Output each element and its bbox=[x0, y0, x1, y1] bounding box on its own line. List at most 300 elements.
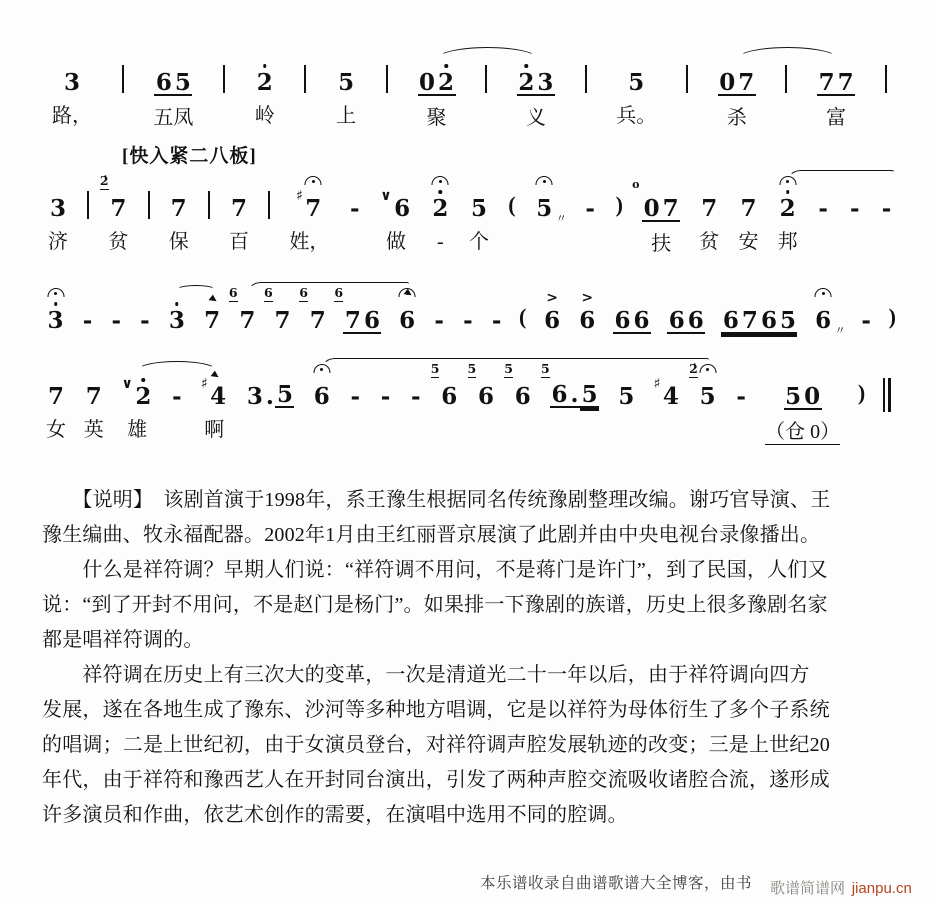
note-digit: . bbox=[265, 383, 274, 410]
note-digit: 7 bbox=[344, 307, 361, 334]
barline-mark bbox=[485, 65, 487, 93]
grace-note: 5 bbox=[430, 361, 440, 376]
lyric: 五凤 bbox=[153, 107, 194, 129]
note-digit: - bbox=[585, 195, 595, 222]
paren-glyph: ) bbox=[857, 380, 866, 405]
note-group bbox=[337, 64, 356, 94]
octave-dot bbox=[439, 190, 443, 194]
note-cell bbox=[535, 190, 565, 254]
note-group bbox=[718, 64, 756, 96]
note-digit: 7 bbox=[738, 69, 755, 96]
barline bbox=[208, 190, 210, 219]
note-digit: - bbox=[850, 195, 860, 222]
note-digit: - bbox=[818, 195, 828, 222]
note-group bbox=[167, 302, 186, 332]
note-group bbox=[171, 378, 184, 408]
note-digit: 3 bbox=[167, 309, 186, 332]
note-cell bbox=[778, 190, 798, 254]
final-barline bbox=[883, 378, 891, 412]
note-digit: 6 bbox=[478, 383, 495, 410]
note-group bbox=[228, 285, 257, 334]
explanation-line: 说：“到了开封不用问，不是赵门是杨门”。如果排一下豫剧的族谱，历史上很多豫剧名家 bbox=[42, 594, 828, 616]
barline-mark bbox=[268, 191, 270, 219]
lyric: 贫 bbox=[699, 231, 720, 253]
note-group bbox=[430, 361, 459, 410]
note-group bbox=[860, 302, 873, 332]
note-cell bbox=[84, 378, 104, 442]
sharp-sign: ♯ bbox=[295, 188, 303, 204]
watermark bbox=[770, 877, 912, 898]
note-group bbox=[721, 302, 797, 334]
grace-note: 2̇ bbox=[689, 361, 698, 376]
slur-line bbox=[177, 285, 215, 298]
barline-mark bbox=[208, 191, 210, 219]
note-digit: 2 bbox=[431, 197, 450, 220]
breath-mark: ∨ bbox=[121, 376, 133, 392]
barline-mark bbox=[304, 65, 306, 93]
lyric: 富 bbox=[826, 107, 847, 129]
note-group bbox=[46, 378, 65, 408]
music-line bbox=[48, 166, 893, 256]
note-group bbox=[255, 64, 274, 94]
note-digit: 5 bbox=[779, 307, 796, 334]
note-cell bbox=[349, 190, 362, 254]
note-group bbox=[84, 378, 103, 408]
note-group bbox=[169, 190, 188, 220]
barline bbox=[304, 64, 306, 93]
note-cell bbox=[735, 378, 748, 442]
note-group bbox=[541, 361, 599, 408]
note-group bbox=[517, 64, 555, 96]
music-line bbox=[52, 40, 887, 130]
note-group bbox=[264, 285, 292, 334]
fermata-icon bbox=[699, 364, 716, 373]
barline bbox=[485, 64, 487, 93]
octave-dot bbox=[444, 64, 448, 68]
explanation-line: 什么是祥符调？早期人们说：“祥符调不用问，不是蒋门是许门”，到了民国，人们又 bbox=[42, 559, 828, 581]
note-digit: 6 bbox=[687, 307, 704, 334]
explanation-line: 许多演员和作曲，依艺术创作的需要，在演唱中选用不同的腔调。 bbox=[42, 804, 628, 826]
note-digit: - bbox=[861, 307, 871, 334]
slur-line bbox=[737, 47, 838, 60]
note-cell bbox=[654, 378, 681, 442]
note-group bbox=[410, 378, 423, 408]
note-digit: 6 bbox=[441, 383, 458, 410]
note-digit: 2 bbox=[778, 197, 797, 220]
note-cell bbox=[229, 190, 249, 254]
note-group bbox=[849, 190, 862, 220]
lyric: 做 bbox=[385, 231, 406, 253]
grace-note: 6 bbox=[299, 285, 308, 300]
lyric: 路， bbox=[52, 105, 92, 127]
octave-dot bbox=[525, 64, 529, 68]
octave-dot bbox=[54, 302, 58, 306]
note-group bbox=[667, 302, 705, 334]
note-group bbox=[689, 361, 717, 410]
note-digit: 0 bbox=[719, 69, 736, 96]
barline bbox=[785, 64, 787, 93]
explanation-line: 年代，由于祥符和豫西艺人在开封同台演出，引发了两种声腔交流吸收诸腔合流，遂形成 bbox=[42, 769, 830, 791]
note-cell bbox=[169, 190, 189, 254]
note-cell bbox=[617, 378, 636, 442]
note-cell bbox=[817, 64, 855, 130]
grace-note: 5 bbox=[541, 361, 550, 376]
note-group bbox=[739, 190, 758, 220]
note-cell bbox=[121, 378, 152, 442]
note-digit: 2 bbox=[437, 71, 456, 94]
note-digit: - bbox=[350, 195, 360, 222]
octave-dot bbox=[175, 302, 179, 306]
explanation-line: 发展，遂在各地生成了豫东、沙河等多种地方唱调，它是以祥符为母体衍生了多个子系统 bbox=[42, 699, 830, 721]
barline-mark bbox=[122, 65, 124, 93]
lyric: 安 bbox=[738, 231, 759, 253]
note-digit: - bbox=[82, 307, 93, 334]
lyric: 英 bbox=[83, 419, 104, 441]
paren-glyph: ) bbox=[888, 304, 896, 329]
lyric: （仓 0） bbox=[765, 421, 841, 443]
note-cell bbox=[765, 378, 840, 445]
note-group bbox=[349, 190, 362, 220]
note-group bbox=[700, 190, 719, 220]
note-group bbox=[139, 302, 152, 332]
note-digit: 5 bbox=[535, 197, 554, 220]
note-digit: 7 bbox=[304, 197, 323, 220]
paren-cell bbox=[889, 302, 896, 332]
tremolo-mark: 〃 bbox=[834, 324, 846, 337]
paren-cell bbox=[616, 190, 623, 220]
note-digit: - bbox=[881, 195, 892, 222]
lyric: 岭 bbox=[254, 105, 275, 127]
note-group bbox=[654, 378, 681, 408]
note-group bbox=[613, 302, 651, 334]
fermata-icon bbox=[432, 176, 449, 185]
note-group bbox=[543, 290, 562, 334]
explanation-line: 祥符调在历史上有三次大的变革，一次是清道光二十一年以后，由于祥符调向四方 bbox=[42, 664, 810, 686]
barline-mark bbox=[386, 65, 388, 93]
note-group bbox=[99, 173, 128, 222]
note-group bbox=[110, 302, 123, 332]
note-cell bbox=[312, 378, 331, 442]
note-digit: - bbox=[380, 383, 391, 410]
note-digit: 2 bbox=[134, 385, 153, 408]
barline bbox=[87, 190, 89, 219]
note-digit: 7 bbox=[662, 195, 679, 222]
barline bbox=[223, 64, 225, 93]
music-line bbox=[46, 354, 891, 445]
fermata-icon bbox=[399, 288, 416, 297]
note-group bbox=[627, 64, 646, 94]
slur-line bbox=[137, 361, 217, 374]
lyric: 雄 bbox=[127, 419, 148, 441]
paren-cell bbox=[858, 378, 865, 408]
note-cell bbox=[410, 378, 423, 442]
note-digit: 5 bbox=[276, 381, 293, 408]
grace-note: 5 bbox=[467, 361, 477, 376]
note-digit: 3 bbox=[537, 69, 554, 96]
note-group bbox=[778, 190, 797, 220]
note-group bbox=[433, 302, 446, 332]
note-digit: 6 bbox=[363, 307, 380, 334]
note-group bbox=[584, 190, 597, 220]
note-digit: 7 bbox=[837, 69, 854, 96]
breath-mark: ∨ bbox=[380, 188, 392, 204]
note-group bbox=[418, 64, 456, 96]
note-cell bbox=[699, 190, 719, 254]
octave-dot bbox=[786, 190, 790, 194]
note-digit: - bbox=[411, 383, 421, 410]
lyric: 义 bbox=[525, 107, 546, 129]
ornament-circle: o bbox=[632, 178, 640, 191]
note-cell bbox=[880, 190, 893, 254]
note-digit: 7 bbox=[204, 307, 221, 334]
note-digit: 7 bbox=[741, 307, 758, 334]
paren-glyph: ) bbox=[615, 192, 623, 217]
note-cell bbox=[689, 361, 717, 442]
note-digit: 7 bbox=[818, 69, 835, 96]
fermata-icon bbox=[313, 364, 330, 373]
note-digit: 7 bbox=[309, 307, 326, 334]
note-group bbox=[46, 302, 65, 332]
note-digit: 6 bbox=[312, 385, 331, 408]
note-digit: 7 bbox=[231, 195, 248, 222]
grace-note: 6 bbox=[228, 285, 238, 300]
note-cell bbox=[718, 64, 756, 130]
watermark-site-label: 歌谱简谱网 bbox=[770, 881, 846, 897]
explanation-line: 【说明】 该剧首演于1998年，系王豫生根据同名传统豫剧整理改编。谢巧官导演、王 bbox=[42, 489, 831, 511]
note-group bbox=[880, 190, 893, 220]
note-digit: - bbox=[463, 307, 473, 334]
note-group bbox=[814, 302, 846, 337]
note-group bbox=[334, 285, 381, 334]
note-group bbox=[504, 361, 532, 410]
note-digit: 3 bbox=[46, 309, 65, 332]
note-group bbox=[245, 378, 294, 408]
grace-note: 5 bbox=[504, 361, 513, 376]
note-group bbox=[578, 290, 597, 334]
note-digit: 2 bbox=[517, 71, 536, 94]
barline-mark bbox=[686, 65, 688, 93]
note-digit: - bbox=[491, 307, 502, 334]
explanation-block bbox=[42, 483, 902, 833]
note-group bbox=[735, 378, 748, 408]
note-digit: 6 bbox=[155, 69, 172, 96]
note-digit: 2 bbox=[255, 71, 274, 94]
note-cell bbox=[467, 361, 496, 442]
paren-glyph: ( bbox=[519, 304, 527, 329]
note-digit: 7 bbox=[274, 307, 291, 334]
note-group bbox=[299, 285, 327, 334]
barline-mark bbox=[885, 65, 887, 93]
note-group bbox=[467, 361, 496, 410]
slur-line bbox=[437, 47, 538, 60]
note-cell bbox=[817, 190, 830, 254]
explanation-line: 都是唱祥符调的。 bbox=[42, 629, 204, 651]
note-digit: 6 bbox=[394, 195, 411, 222]
paren-cell bbox=[519, 302, 526, 332]
note-cell bbox=[504, 361, 532, 442]
tempo-marker: [快入紧二八板] bbox=[122, 146, 257, 167]
sharp-sign: ♯ bbox=[200, 376, 208, 392]
note-digit: 6 bbox=[398, 309, 417, 332]
note-cell bbox=[171, 378, 184, 442]
lyric: - bbox=[437, 231, 444, 253]
note-digit: - bbox=[434, 307, 444, 334]
note-digit: 5 bbox=[471, 195, 488, 222]
note-group bbox=[201, 378, 228, 408]
note-cell bbox=[201, 378, 228, 442]
note-digit: . bbox=[570, 381, 579, 408]
lyric: 保 bbox=[168, 231, 189, 253]
barline bbox=[148, 190, 150, 219]
note-digit: 6 bbox=[668, 307, 685, 334]
barline-mark bbox=[585, 65, 587, 93]
note-group bbox=[81, 302, 94, 332]
note-cell bbox=[431, 190, 450, 254]
note-digit: 0 bbox=[804, 383, 821, 410]
note-digit: 6 bbox=[551, 381, 568, 408]
grace-note: 6 bbox=[264, 285, 273, 300]
note-group bbox=[535, 190, 567, 225]
note-group bbox=[617, 378, 636, 408]
note-digit: - bbox=[736, 383, 746, 410]
lyric: 扶 bbox=[651, 233, 672, 255]
note-group bbox=[312, 378, 331, 408]
slur-line bbox=[322, 358, 710, 368]
note-cell bbox=[616, 64, 656, 128]
note-digit: 7 bbox=[110, 195, 127, 222]
barline bbox=[386, 64, 388, 93]
barline bbox=[686, 64, 688, 93]
note-group bbox=[632, 178, 680, 222]
note-digit: 4 bbox=[662, 383, 679, 410]
sharp-sign: ♯ bbox=[653, 376, 661, 392]
fermata-icon bbox=[779, 176, 796, 185]
note-cell bbox=[469, 190, 489, 254]
fermata-icon bbox=[305, 176, 322, 185]
accent-mark: > bbox=[546, 290, 558, 306]
grace-note: 6 bbox=[334, 285, 344, 300]
note-group bbox=[398, 302, 417, 332]
note-digit: 6 bbox=[633, 307, 650, 334]
note-cell bbox=[289, 190, 329, 254]
note-digit: 7 bbox=[85, 383, 102, 410]
note-digit: 6 bbox=[614, 307, 631, 334]
note-digit: 6 > bbox=[544, 290, 561, 334]
note-group bbox=[121, 378, 152, 408]
lyric: 女 bbox=[46, 419, 66, 441]
note-group bbox=[379, 378, 392, 408]
tremolo-mark: 〃 bbox=[555, 212, 567, 225]
lyric: 兵。 bbox=[616, 105, 657, 127]
note-group bbox=[817, 64, 855, 96]
note-digit: 6 bbox=[722, 307, 739, 334]
lyric: 啊 bbox=[204, 419, 225, 441]
note-digit: - bbox=[350, 383, 360, 410]
note-digit: - bbox=[172, 383, 182, 410]
note-digit: 6 bbox=[814, 309, 833, 332]
paren-cell bbox=[508, 190, 515, 220]
note-cell bbox=[379, 378, 392, 442]
note-cell bbox=[349, 378, 362, 442]
note-digit: 0 bbox=[643, 195, 660, 222]
note-group bbox=[490, 302, 503, 332]
note-group bbox=[62, 64, 81, 94]
note-cell bbox=[418, 64, 456, 130]
note-cell bbox=[52, 64, 92, 128]
barline-mark bbox=[87, 191, 89, 219]
watermark-url-link[interactable]: jianpu.cn bbox=[851, 880, 912, 897]
note-digit: - bbox=[111, 307, 121, 334]
barline-mark bbox=[148, 191, 150, 219]
note-digit: 7 bbox=[740, 195, 757, 222]
octave-dot bbox=[142, 378, 146, 382]
note-group bbox=[784, 378, 822, 410]
note-cell bbox=[541, 361, 599, 442]
note-digit: 5 bbox=[628, 69, 645, 96]
grace-note: 2̇ bbox=[99, 173, 109, 188]
barline bbox=[122, 64, 124, 93]
note-group bbox=[470, 190, 489, 220]
accent-mark: > bbox=[581, 290, 594, 306]
note-cell bbox=[245, 378, 294, 442]
barline bbox=[268, 190, 270, 219]
note-group bbox=[48, 190, 67, 220]
slur-line bbox=[788, 170, 895, 180]
lyric: 聚 bbox=[426, 107, 447, 129]
note-digit: 5 bbox=[698, 385, 717, 408]
octave-dot bbox=[263, 64, 267, 68]
note-cell bbox=[336, 64, 356, 128]
note-cell bbox=[153, 64, 193, 130]
lyric: 邦 bbox=[777, 231, 798, 253]
note-digit: 6 > bbox=[579, 290, 596, 334]
note-digit: 5 bbox=[618, 383, 635, 410]
note-cell bbox=[46, 378, 66, 442]
note-digit: 6 bbox=[514, 383, 531, 410]
explanation-line: 的唱调；二是上世纪初，由于女演员登台，对祥符调声腔发展轨迹的改变；三是上世纪20 bbox=[42, 734, 830, 756]
note-digit: 0 bbox=[419, 69, 436, 96]
fermata-icon bbox=[47, 288, 64, 297]
note-cell bbox=[584, 190, 597, 254]
barline bbox=[585, 64, 587, 93]
lyric: 个 bbox=[469, 231, 490, 253]
note-group bbox=[380, 190, 411, 220]
barline-mark bbox=[785, 65, 787, 93]
note-group bbox=[817, 190, 830, 220]
lyric: 上 bbox=[336, 105, 357, 127]
note-cell bbox=[99, 173, 129, 254]
note-digit: 4 bbox=[210, 383, 227, 410]
lyric: 姓， bbox=[289, 231, 330, 253]
barline-mark bbox=[223, 65, 225, 93]
note-cell bbox=[430, 361, 459, 442]
note-digit: 5 bbox=[174, 69, 191, 96]
note-digit: 5 bbox=[338, 69, 355, 96]
note-digit: 7 bbox=[701, 195, 718, 222]
note-digit: - bbox=[140, 307, 150, 334]
note-cell bbox=[48, 190, 68, 254]
note-group bbox=[431, 190, 450, 220]
note-digit: 5 bbox=[785, 383, 802, 410]
note-group bbox=[230, 190, 249, 220]
note-cell bbox=[380, 190, 411, 254]
note-group bbox=[296, 190, 323, 220]
note-digit: 3 bbox=[49, 195, 66, 222]
note-group bbox=[154, 64, 192, 96]
note-group bbox=[462, 302, 475, 332]
fermata-icon bbox=[536, 176, 553, 185]
note-cell bbox=[517, 64, 555, 130]
